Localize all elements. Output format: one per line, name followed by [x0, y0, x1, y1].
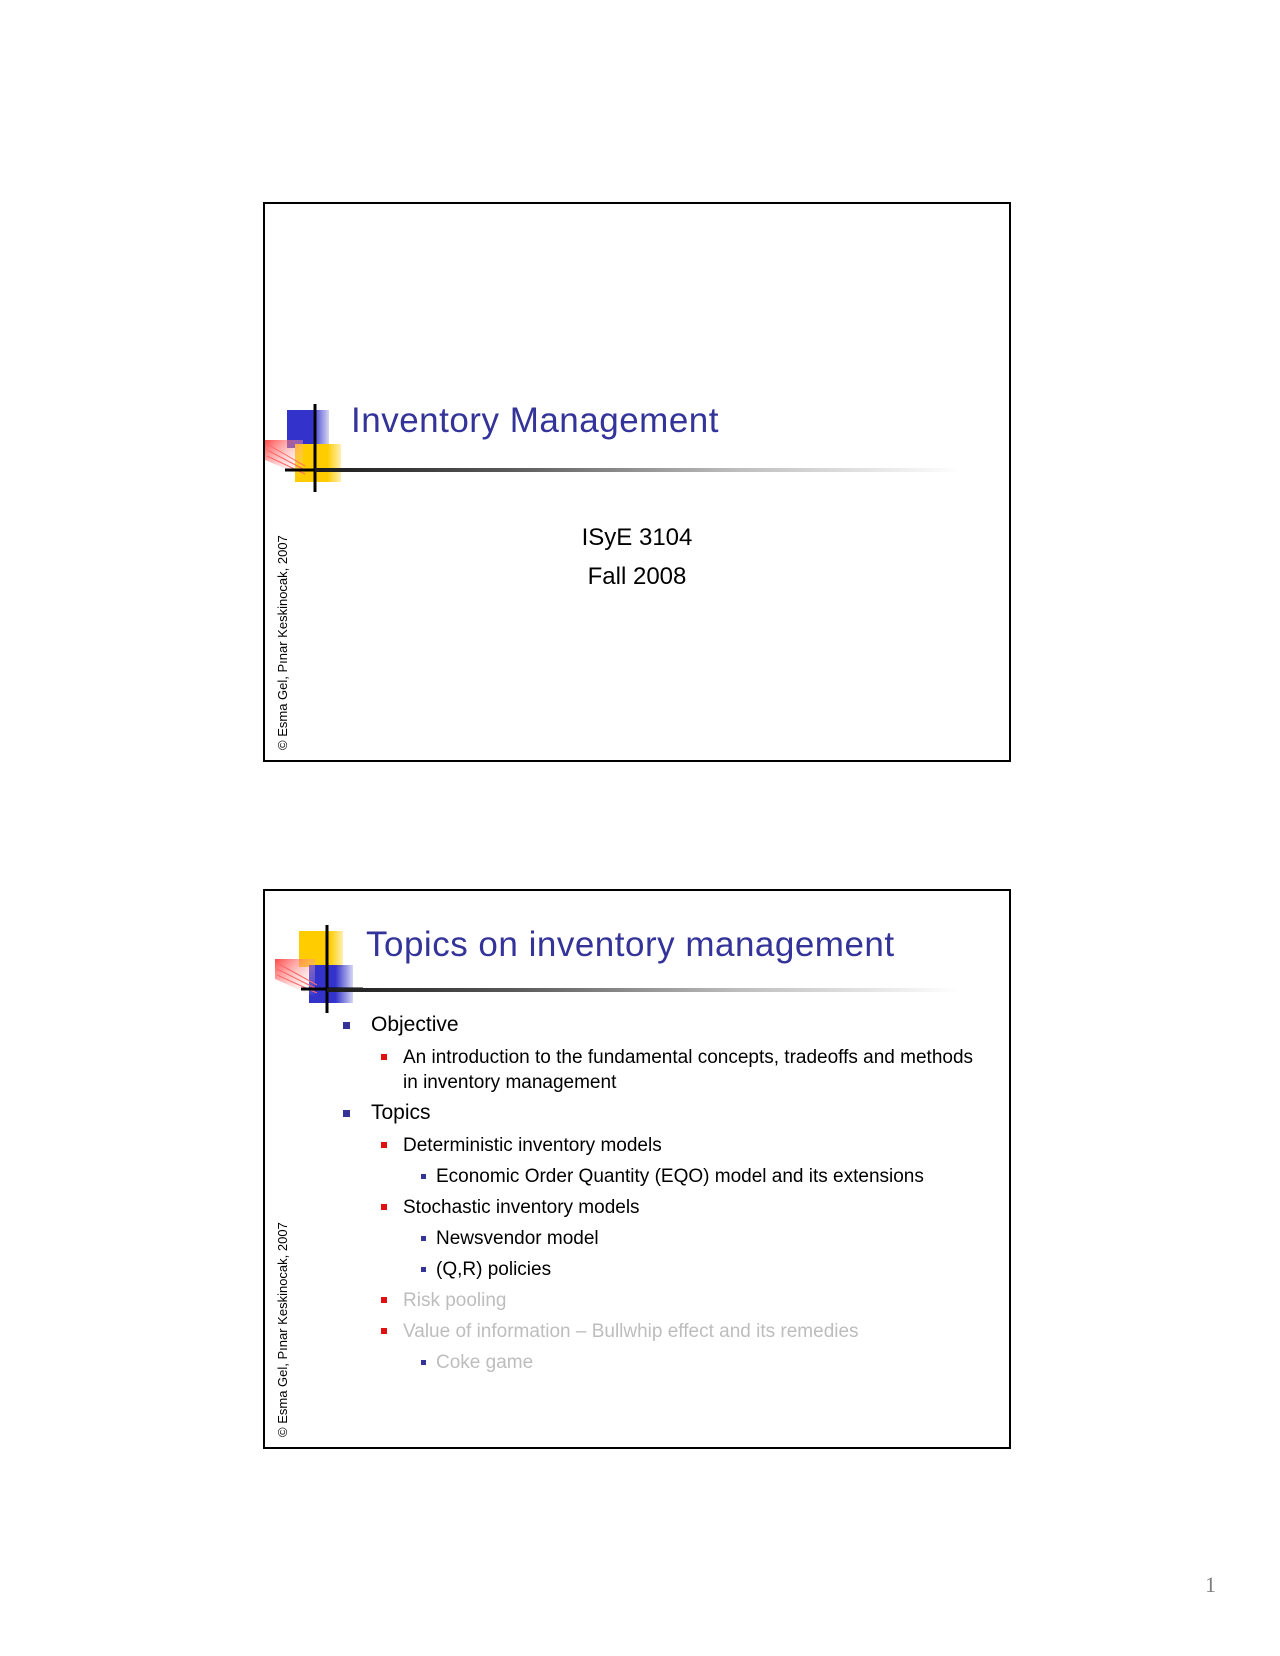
slide-2: [263, 889, 1011, 1449]
square-bullet-icon: [421, 1360, 426, 1365]
square-bullet-icon: [381, 1297, 387, 1303]
bullet-objective-description: An introduction to the fundamental concepts, tradeoffs and methods in inventory management: [343, 1045, 983, 1095]
slide-1-title: Inventory Management: [351, 401, 719, 440]
bullet-newsvendor-model: Newsvendor model: [343, 1226, 983, 1251]
slide-2-copyright: © Esma Gel, Pınar Keskinocak, 2007: [275, 1222, 290, 1437]
square-bullet-icon: [343, 1022, 350, 1029]
bullet-topics: Topics: [343, 1101, 983, 1125]
bullet-stochastic-models: Stochastic inventory models: [343, 1195, 983, 1220]
page-number: 1: [1205, 1572, 1216, 1597]
slide-1: [263, 202, 1011, 762]
bullet-qr-policies: (Q,R) policies: [343, 1257, 983, 1282]
square-bullet-icon: [421, 1236, 426, 1241]
slide-1-course-code: ISyE 3104: [581, 524, 693, 551]
slide-1-copyright: © Esma Gel, Pınar Keskinocak, 2007: [275, 535, 290, 750]
bullet-value-of-information: Value of information – Bullwhip effect and its remedies: [343, 1319, 983, 1344]
square-bullet-icon: [381, 1328, 387, 1334]
square-bullet-icon: [421, 1267, 426, 1272]
square-bullet-icon: [421, 1174, 426, 1179]
square-bullet-icon: [381, 1204, 387, 1210]
slide-2-logo-icon: [275, 925, 365, 1015]
slide-2-bullet-list: [343, 1013, 983, 1381]
bullet-deterministic-models: Deterministic inventory models: [343, 1133, 983, 1158]
bullet-objective: Objective: [343, 1013, 983, 1037]
square-bullet-icon: [381, 1054, 387, 1060]
slide-1-term: Fall 2008: [587, 563, 687, 590]
bullet-risk-pooling: Risk pooling: [343, 1288, 983, 1313]
slide-2-title-rule: [327, 988, 959, 992]
bullet-eoq-model: Economic Order Quantity (EQO) model and its extensions: [343, 1164, 983, 1189]
bullet-coke-game: Coke game: [343, 1350, 983, 1375]
slide-1-title-rule: [315, 468, 961, 472]
slide-1-logo-icon: [265, 404, 355, 494]
slide-2-title: Topics on inventory management: [366, 925, 895, 964]
square-bullet-icon: [381, 1142, 387, 1148]
square-bullet-icon: [343, 1110, 350, 1117]
